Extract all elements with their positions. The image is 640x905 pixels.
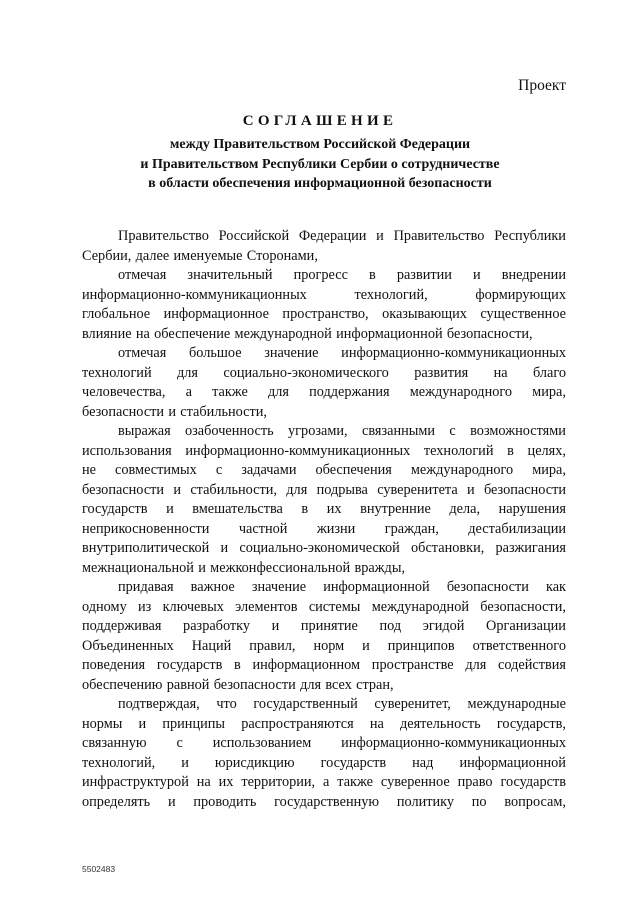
body-word: элементов: [235, 598, 298, 615]
body-word: государств,: [496, 715, 566, 732]
body-word: Российской: [218, 228, 290, 244]
body-word: безопасности,: [446, 325, 533, 342]
body-word: и: [168, 403, 176, 420]
body-line: [82, 325, 566, 345]
body-word: социально-экономической: [239, 540, 400, 556]
body-word: стран,: [356, 676, 394, 693]
body-word: дестабилизации: [468, 520, 566, 537]
body-word: по: [471, 793, 487, 810]
body-word: отмечая: [118, 345, 167, 361]
body-word: суверенное: [380, 774, 450, 790]
body-word: право: [457, 774, 493, 790]
body-word: нормы: [82, 715, 123, 732]
body-word: Правительство: [118, 228, 209, 244]
body-word: безопасности,: [480, 598, 566, 615]
body-line: [82, 383, 566, 403]
body-word: Сербии,: [82, 247, 132, 264]
body-word: проводить: [193, 793, 257, 810]
body-word: эгидой: [422, 618, 465, 634]
body-line: [82, 793, 566, 813]
body-word: что: [216, 696, 237, 712]
body-word: суверенитета: [377, 481, 458, 498]
body-word: государств: [156, 657, 223, 673]
body-word: определять: [82, 793, 151, 810]
body-line: [82, 344, 566, 364]
body-word: информационной: [459, 754, 566, 771]
body-word: поведения: [82, 657, 146, 673]
body-word: норм: [313, 637, 345, 654]
body-word: из: [138, 598, 152, 615]
body-word: разжигания: [495, 540, 566, 556]
document-subtitle: [0, 135, 640, 194]
body-word: связанными: [361, 423, 436, 439]
body-word: социально-экономического: [223, 364, 389, 381]
body-word: обеспечения: [315, 462, 392, 478]
body-word: выражая: [118, 423, 171, 439]
body-word: внутренние: [360, 501, 431, 517]
body-word: использования: [82, 442, 172, 459]
body-word: юрисдикцию: [214, 754, 295, 771]
body-word: разработку: [183, 618, 251, 634]
body-word: и: [466, 481, 475, 498]
body-word: стабильности,: [180, 403, 267, 420]
body-word: безопасности: [82, 481, 165, 498]
body-word: также: [212, 384, 248, 400]
body-word: с: [449, 423, 456, 439]
body-word: на: [135, 325, 150, 342]
body-word: вопросам,: [504, 793, 566, 810]
body-word: внедрении: [501, 267, 566, 283]
body-word: вмешательства: [192, 501, 283, 517]
body-word: Сторонами,: [246, 247, 318, 264]
body-word: технологий,: [354, 286, 428, 303]
body-word: пространстве: [371, 657, 454, 673]
body-word: территории,: [241, 774, 316, 790]
body-word: значение: [264, 345, 319, 361]
body-word: и: [376, 228, 384, 244]
body-line: [82, 403, 566, 423]
body-word: мира,: [532, 384, 566, 400]
body-word: и: [173, 481, 182, 498]
body-word: придавая: [118, 579, 174, 595]
body-word: государств: [320, 754, 387, 771]
body-word: информационно-коммуникационных: [341, 345, 566, 361]
body-word: в: [234, 657, 241, 673]
body-word: безопасности: [446, 579, 529, 595]
body-word: угрозами,: [288, 423, 348, 439]
body-line: [82, 715, 566, 735]
body-word: а: [323, 774, 330, 790]
body-word: важное: [190, 579, 235, 595]
body-word: безопасности: [213, 676, 296, 693]
body-word: жизни: [316, 520, 356, 537]
body-word: для: [267, 384, 289, 400]
body-line: [82, 247, 566, 267]
body-word: на: [369, 715, 384, 732]
body-word: влияние: [82, 325, 132, 342]
body-word: и: [166, 501, 174, 517]
body-word: большое: [189, 345, 242, 361]
body-word: в: [507, 442, 514, 459]
body-word: информационно-коммуникационных: [82, 286, 307, 303]
body-line: [82, 364, 566, 384]
body-line: [82, 442, 566, 462]
body-line: [82, 227, 566, 247]
body-line: [82, 578, 566, 598]
body-word: для: [286, 481, 308, 498]
body-word: Правительство: [393, 228, 485, 244]
body-word: неприкосновенности: [82, 520, 210, 537]
body-word: далее: [135, 247, 170, 264]
body-word: развитии: [396, 267, 452, 283]
body-word: международного: [409, 384, 513, 400]
body-line: [82, 656, 566, 676]
body-word: под: [379, 618, 402, 634]
body-word: государств: [500, 774, 566, 790]
body-word: ответственного: [472, 637, 566, 654]
body-word: принципов: [387, 637, 455, 654]
body-word: вражды,: [354, 559, 406, 576]
body-word: государственную: [274, 793, 380, 810]
subtitle-line: и Правительством Республики Сербии о сотрудничестве: [140, 156, 500, 172]
body-word: с: [215, 462, 223, 478]
body-word: частной: [238, 520, 288, 537]
body-word: одному: [82, 598, 127, 615]
subtitle-line: между Правительством Российской Федерации: [169, 137, 471, 152]
body-word: поддерживая: [82, 618, 162, 634]
body-word: информационном: [252, 657, 361, 673]
body-word: обстановки,: [411, 540, 485, 556]
body-word: формирующих: [475, 286, 566, 303]
body-word: информационное: [163, 306, 269, 322]
body-word: государственный: [253, 696, 358, 712]
body-line: [82, 520, 566, 540]
body-word: внутриполитической: [82, 540, 210, 556]
body-word: в: [368, 267, 376, 283]
body-line: [82, 734, 566, 754]
body-word: безопасности: [483, 481, 566, 498]
body-word: значительный: [187, 267, 273, 283]
body-word: не: [82, 462, 96, 478]
body-word: безопасности: [82, 403, 165, 420]
body-line: [82, 773, 566, 793]
body-word: с: [176, 735, 183, 751]
body-line: [82, 637, 566, 657]
document-title: СОГЛАШЕНИЕ: [242, 113, 398, 129]
body-word: и: [472, 267, 481, 283]
body-word: благо: [532, 364, 566, 381]
body-word: и: [198, 559, 206, 576]
body-word: принятие: [300, 618, 358, 634]
body-word: технологий: [82, 364, 152, 381]
body-word: и: [220, 540, 229, 556]
body-word: а: [185, 384, 192, 400]
body-word: Организации: [486, 618, 566, 634]
body-word: и: [138, 715, 147, 732]
body-word: технологий: [423, 442, 494, 459]
body-word: возможностями: [470, 423, 566, 439]
body-word: информационной: [323, 579, 430, 595]
subtitle-line: в области обеспечения информационной безопасности: [148, 176, 492, 191]
body-word: их: [326, 501, 342, 517]
body-word: также: [337, 774, 374, 790]
body-word: Объединенных: [82, 637, 174, 654]
body-word: международной: [371, 598, 469, 615]
document-body: [82, 227, 566, 812]
body-word: международного: [410, 462, 514, 478]
body-line: [82, 695, 566, 715]
body-word: озабоченность: [185, 423, 274, 439]
body-line: [82, 461, 566, 481]
body-word: и: [362, 637, 370, 654]
body-word: технологий,: [82, 754, 156, 771]
body-word: в: [301, 501, 309, 517]
body-word: мира,: [532, 462, 566, 478]
body-word: информационной: [336, 325, 443, 342]
body-word: международные: [467, 696, 566, 712]
body-word: целях,: [527, 442, 566, 459]
body-word: Республики: [494, 228, 566, 244]
body-line: [82, 676, 566, 696]
body-line: [82, 500, 566, 520]
body-word: использованием: [212, 735, 312, 751]
body-word: дела,: [449, 501, 481, 517]
body-word: прогресс: [293, 267, 348, 283]
body-word: связанную: [82, 735, 147, 751]
document-number: 5502483: [82, 864, 116, 874]
body-line: [82, 305, 566, 325]
body-word: существенное: [480, 306, 566, 322]
body-word: принципы: [162, 715, 226, 732]
body-word: инфраструктурой: [82, 774, 189, 790]
body-word: обеспечению: [82, 676, 163, 693]
body-word: межнациональной: [82, 559, 194, 576]
body-word: оказывающих: [382, 306, 467, 322]
body-word: равной: [166, 676, 210, 693]
body-word: правил,: [249, 637, 296, 654]
body-word: стабильности,: [190, 481, 277, 498]
body-word: подрыва: [316, 481, 368, 498]
body-word: человечества,: [82, 384, 166, 400]
body-word: граждан,: [384, 520, 439, 537]
body-word: как: [545, 579, 566, 595]
body-word: совместимых: [115, 462, 197, 478]
body-line: [82, 481, 566, 501]
body-word: на: [493, 364, 508, 381]
body-line: [82, 617, 566, 637]
body-word: системы: [308, 598, 361, 615]
body-word: обеспечение: [154, 325, 231, 342]
body-word: на: [196, 774, 211, 790]
body-word: их: [218, 774, 234, 790]
body-line: [82, 286, 566, 306]
body-word: пространство,: [282, 306, 369, 322]
body-line: [82, 539, 566, 559]
body-word: значение: [251, 579, 307, 595]
body-word: именуемые: [173, 247, 243, 264]
body-word: и: [167, 793, 176, 810]
body-word: подтверждая,: [118, 696, 200, 712]
body-line: [82, 266, 566, 286]
body-word: распространяются: [241, 715, 354, 732]
body-word: межконфессиональной: [210, 559, 351, 576]
body-word: задачами: [241, 462, 297, 478]
body-word: информационно-коммуникационных: [185, 442, 411, 459]
body-word: деятельность: [399, 715, 481, 732]
body-word: и: [181, 754, 189, 771]
body-line: [82, 559, 566, 579]
body-word: для: [300, 676, 322, 693]
body-word: государств: [82, 501, 148, 517]
body-word: всех: [325, 676, 352, 693]
body-word: над: [412, 754, 434, 771]
body-word: информационно-коммуникационных: [341, 735, 566, 751]
body-word: для: [176, 364, 198, 381]
body-line: [82, 422, 566, 442]
body-word: ключевых: [162, 598, 224, 615]
body-word: содействия: [498, 657, 566, 673]
draft-label: Проект: [518, 77, 566, 94]
body-word: отмечая: [118, 267, 167, 283]
body-word: нарушения: [498, 501, 566, 517]
body-word: и: [271, 618, 280, 634]
body-word: Федерации: [298, 228, 367, 244]
body-word: политику: [396, 793, 455, 810]
body-word: суверенитет,: [374, 696, 451, 712]
body-line: [82, 598, 566, 618]
body-word: Наций: [191, 637, 232, 654]
body-word: глобальное: [82, 306, 151, 322]
body-word: международной: [234, 325, 332, 342]
body-word: для: [465, 657, 487, 673]
body-word: развития: [414, 364, 469, 381]
body-word: поддержания: [309, 384, 390, 400]
body-line: [82, 754, 566, 774]
